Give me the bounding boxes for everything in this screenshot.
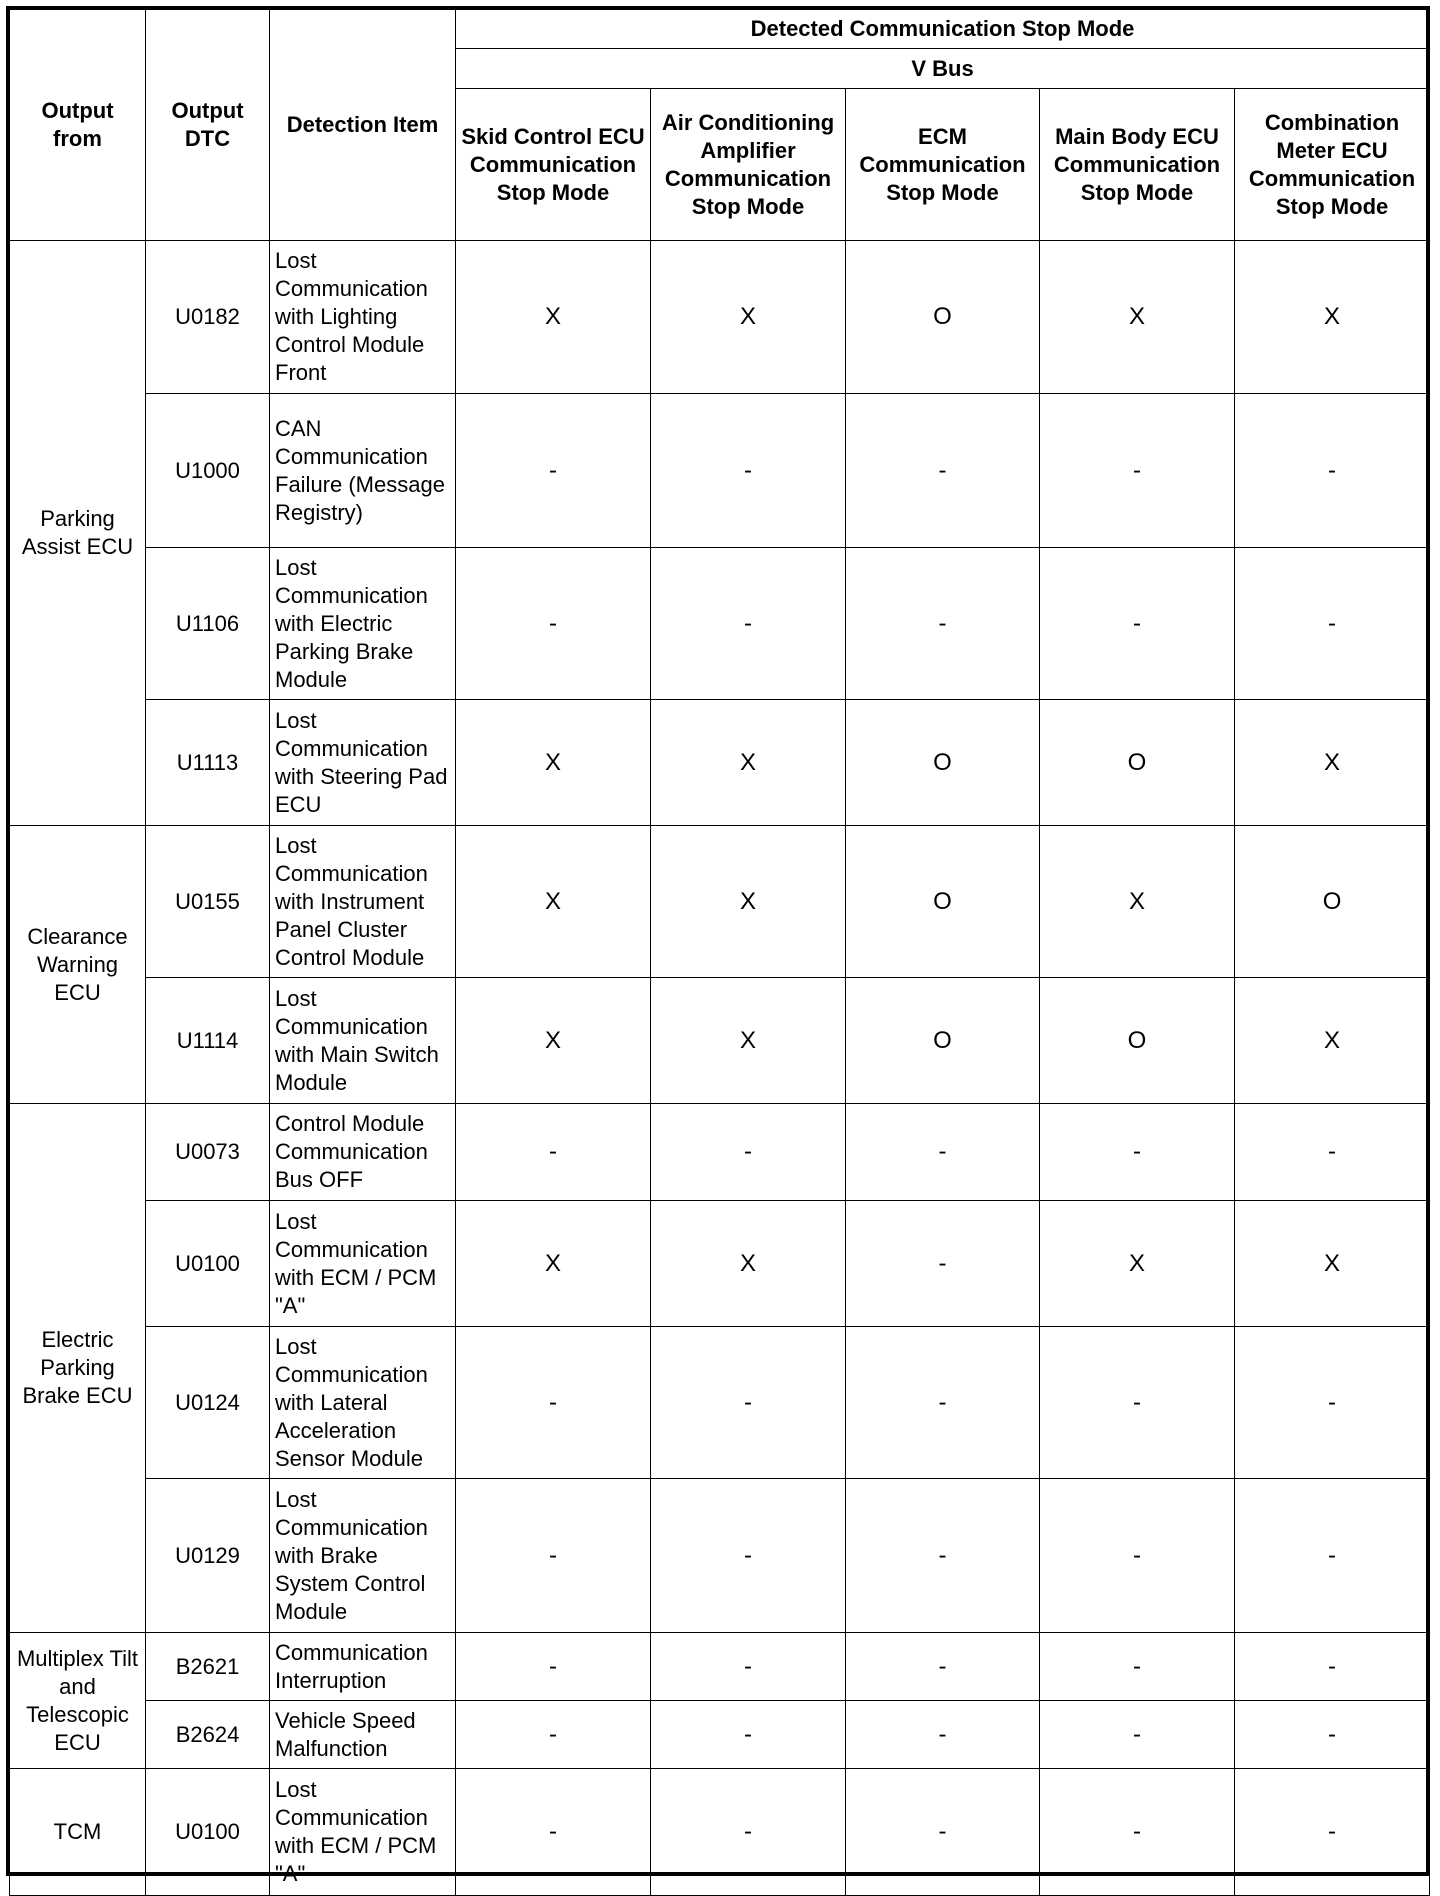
stop-mode-mark-cell: X [651, 1201, 846, 1327]
detection-item-cell: Lost Communication with ECM / PCM "A" [270, 1769, 456, 1896]
dtc-code-cell: U0073 [146, 1104, 270, 1201]
output-from-cell: Clearance Warning ECU [10, 826, 146, 1104]
stop-mode-mark-cell: - [846, 1104, 1040, 1201]
stop-mode-mark-cell: - [1040, 394, 1235, 548]
stop-mode-mark-cell: X [1235, 700, 1430, 826]
dtc-code-cell: B2621 [146, 1633, 270, 1701]
dtc-code-cell: U0100 [146, 1201, 270, 1327]
table-row [10, 1479, 1430, 1633]
dtc-code-cell: U0129 [146, 1479, 270, 1633]
dtc-code-cell: U1106 [146, 548, 270, 700]
stop-mode-mark-cell: - [456, 1701, 651, 1769]
detection-item-cell: Lost Communication with ECM / PCM "A" [270, 1201, 456, 1327]
stop-mode-mark-cell: X [456, 1201, 651, 1327]
table-row [10, 826, 1430, 978]
stop-mode-mark-cell: - [651, 1479, 846, 1633]
stop-mode-mark-cell: X [1040, 826, 1235, 978]
header-mode-combination-meter: Combination Meter ECU Communication Stop Mode [1235, 89, 1430, 241]
stop-mode-mark-cell: X [456, 826, 651, 978]
stop-mode-mark-cell: X [1040, 241, 1235, 394]
table-row [10, 1769, 1430, 1896]
dtc-code-cell: U1113 [146, 700, 270, 826]
stop-mode-mark-cell: - [1235, 1633, 1430, 1701]
table [9, 9, 1430, 1896]
dtc-code-cell: U0124 [146, 1327, 270, 1479]
detection-item-cell: Control Module Communication Bus OFF [270, 1104, 456, 1201]
stop-mode-mark-cell: O [1040, 978, 1235, 1104]
stop-mode-mark-cell: - [456, 1327, 651, 1479]
stop-mode-mark-cell: - [456, 1769, 651, 1896]
dtc-code-cell: U1114 [146, 978, 270, 1104]
detection-item-cell: Lost Communication with Steering Pad ECU [270, 700, 456, 826]
stop-mode-mark-cell: - [846, 1701, 1040, 1769]
detection-item-cell: CAN Communication Failure (Message Registry) [270, 394, 456, 548]
table-row [10, 1633, 1430, 1701]
dtc-code-cell: U0182 [146, 241, 270, 394]
output-from-cell: Parking Assist ECU [10, 241, 146, 826]
table-row [10, 1327, 1430, 1479]
stop-mode-mark-cell: X [456, 700, 651, 826]
header-mode-skid-control: Skid Control ECU Communication Stop Mode [456, 89, 651, 241]
stop-mode-mark-cell: - [1235, 1327, 1430, 1479]
stop-mode-mark-cell: - [1040, 1327, 1235, 1479]
stop-mode-mark-cell: - [456, 1104, 651, 1201]
stop-mode-mark-cell: O [846, 978, 1040, 1104]
table-row [10, 700, 1430, 826]
detection-item-cell: Communication Interruption [270, 1633, 456, 1701]
detection-item-cell: Lost Communication with Main Switch Module [270, 978, 456, 1104]
header-mode-ecm: ECM Communication Stop Mode [846, 89, 1040, 241]
table-body [10, 241, 1430, 1896]
stop-mode-mark-cell: X [456, 978, 651, 1104]
header-mode-main-body: Main Body ECU Communication Stop Mode [1040, 89, 1235, 241]
stop-mode-mark-cell: X [1235, 1201, 1430, 1327]
stop-mode-mark-cell: - [1040, 1769, 1235, 1896]
detection-item-cell: Lost Communication with Instrument Panel Cluster Control Module [270, 826, 456, 978]
detection-item-cell: Lost Communication with Lateral Acceleration Sensor Module [270, 1327, 456, 1479]
dtc-code-cell: U0155 [146, 826, 270, 978]
detection-item-cell: Lost Communication with Lighting Control Module Front [270, 241, 456, 394]
detection-item-cell: Vehicle Speed Malfunction [270, 1701, 456, 1769]
stop-mode-mark-cell: - [1235, 548, 1430, 700]
output-from-cell: Multiplex Tilt and Telescopic ECU [10, 1633, 146, 1769]
stop-mode-mark-cell: X [456, 241, 651, 394]
stop-mode-mark-cell: - [651, 1327, 846, 1479]
table-row [10, 394, 1430, 548]
dtc-code-cell: U1000 [146, 394, 270, 548]
stop-mode-mark-cell: X [1040, 1201, 1235, 1327]
stop-mode-mark-cell: X [651, 826, 846, 978]
stop-mode-mark-cell: - [651, 548, 846, 700]
stop-mode-mark-cell: O [846, 826, 1040, 978]
stop-mode-mark-cell: - [456, 1633, 651, 1701]
stop-mode-mark-cell: - [1040, 1104, 1235, 1201]
stop-mode-mark-cell: X [1235, 978, 1430, 1104]
header-output-from: Output from [10, 10, 146, 241]
dtc-communication-stop-mode-table [6, 6, 1430, 1886]
stop-mode-mark-cell: - [846, 1479, 1040, 1633]
stop-mode-mark-cell: - [456, 1479, 651, 1633]
output-from-cell: TCM [10, 1769, 146, 1896]
stop-mode-mark-cell: O [1040, 700, 1235, 826]
stop-mode-mark-cell: - [456, 394, 651, 548]
stop-mode-mark-cell: - [1040, 1701, 1235, 1769]
header-v-bus: V Bus [456, 49, 1430, 89]
stop-mode-mark-cell: - [651, 1104, 846, 1201]
header-mode-air-conditioning: Air Conditioning Amplifier Communication Stop Mode [651, 89, 846, 241]
table-row [10, 548, 1430, 700]
stop-mode-mark-cell: - [846, 394, 1040, 548]
stop-mode-mark-cell: - [1235, 1769, 1430, 1896]
stop-mode-mark-cell: - [846, 548, 1040, 700]
header-output-dtc: Output DTC [146, 10, 270, 241]
table-row [10, 1201, 1430, 1327]
stop-mode-mark-cell: X [651, 978, 846, 1104]
header-detection-item: Detection Item [270, 10, 456, 241]
detection-item-cell: Lost Communication with Brake System Control Module [270, 1479, 456, 1633]
stop-mode-mark-cell: - [1040, 1479, 1235, 1633]
stop-mode-mark-cell: - [456, 548, 651, 700]
stop-mode-mark-cell: - [651, 1769, 846, 1896]
table-row [10, 1701, 1430, 1769]
output-from-cell: Electric Parking Brake ECU [10, 1104, 146, 1633]
stop-mode-mark-cell: - [1040, 548, 1235, 700]
stop-mode-mark-cell: X [651, 700, 846, 826]
table-row [10, 978, 1430, 1104]
stop-mode-mark-cell: X [1235, 241, 1430, 394]
header-detected-communication-stop-mode: Detected Communication Stop Mode [456, 10, 1430, 49]
table-row [10, 1104, 1430, 1201]
stop-mode-mark-cell: - [651, 1633, 846, 1701]
stop-mode-mark-cell: - [846, 1201, 1040, 1327]
stop-mode-mark-cell: O [846, 700, 1040, 826]
stop-mode-mark-cell: - [846, 1327, 1040, 1479]
stop-mode-mark-cell: - [651, 394, 846, 548]
stop-mode-mark-cell: - [846, 1633, 1040, 1701]
dtc-code-cell: B2624 [146, 1701, 270, 1769]
stop-mode-mark-cell: - [1040, 1633, 1235, 1701]
stop-mode-mark-cell: - [651, 1701, 846, 1769]
stop-mode-mark-cell: - [1235, 1104, 1430, 1201]
stop-mode-mark-cell: - [1235, 1701, 1430, 1769]
stop-mode-mark-cell: X [651, 241, 846, 394]
table-row [10, 241, 1430, 394]
detection-item-cell: Lost Communication with Electric Parking Brake Module [270, 548, 456, 700]
stop-mode-mark-cell: - [846, 1769, 1040, 1896]
stop-mode-mark-cell: O [846, 241, 1040, 394]
stop-mode-mark-cell: - [1235, 394, 1430, 548]
stop-mode-mark-cell: O [1235, 826, 1430, 978]
stop-mode-mark-cell: - [1235, 1479, 1430, 1633]
dtc-code-cell: U0100 [146, 1769, 270, 1896]
